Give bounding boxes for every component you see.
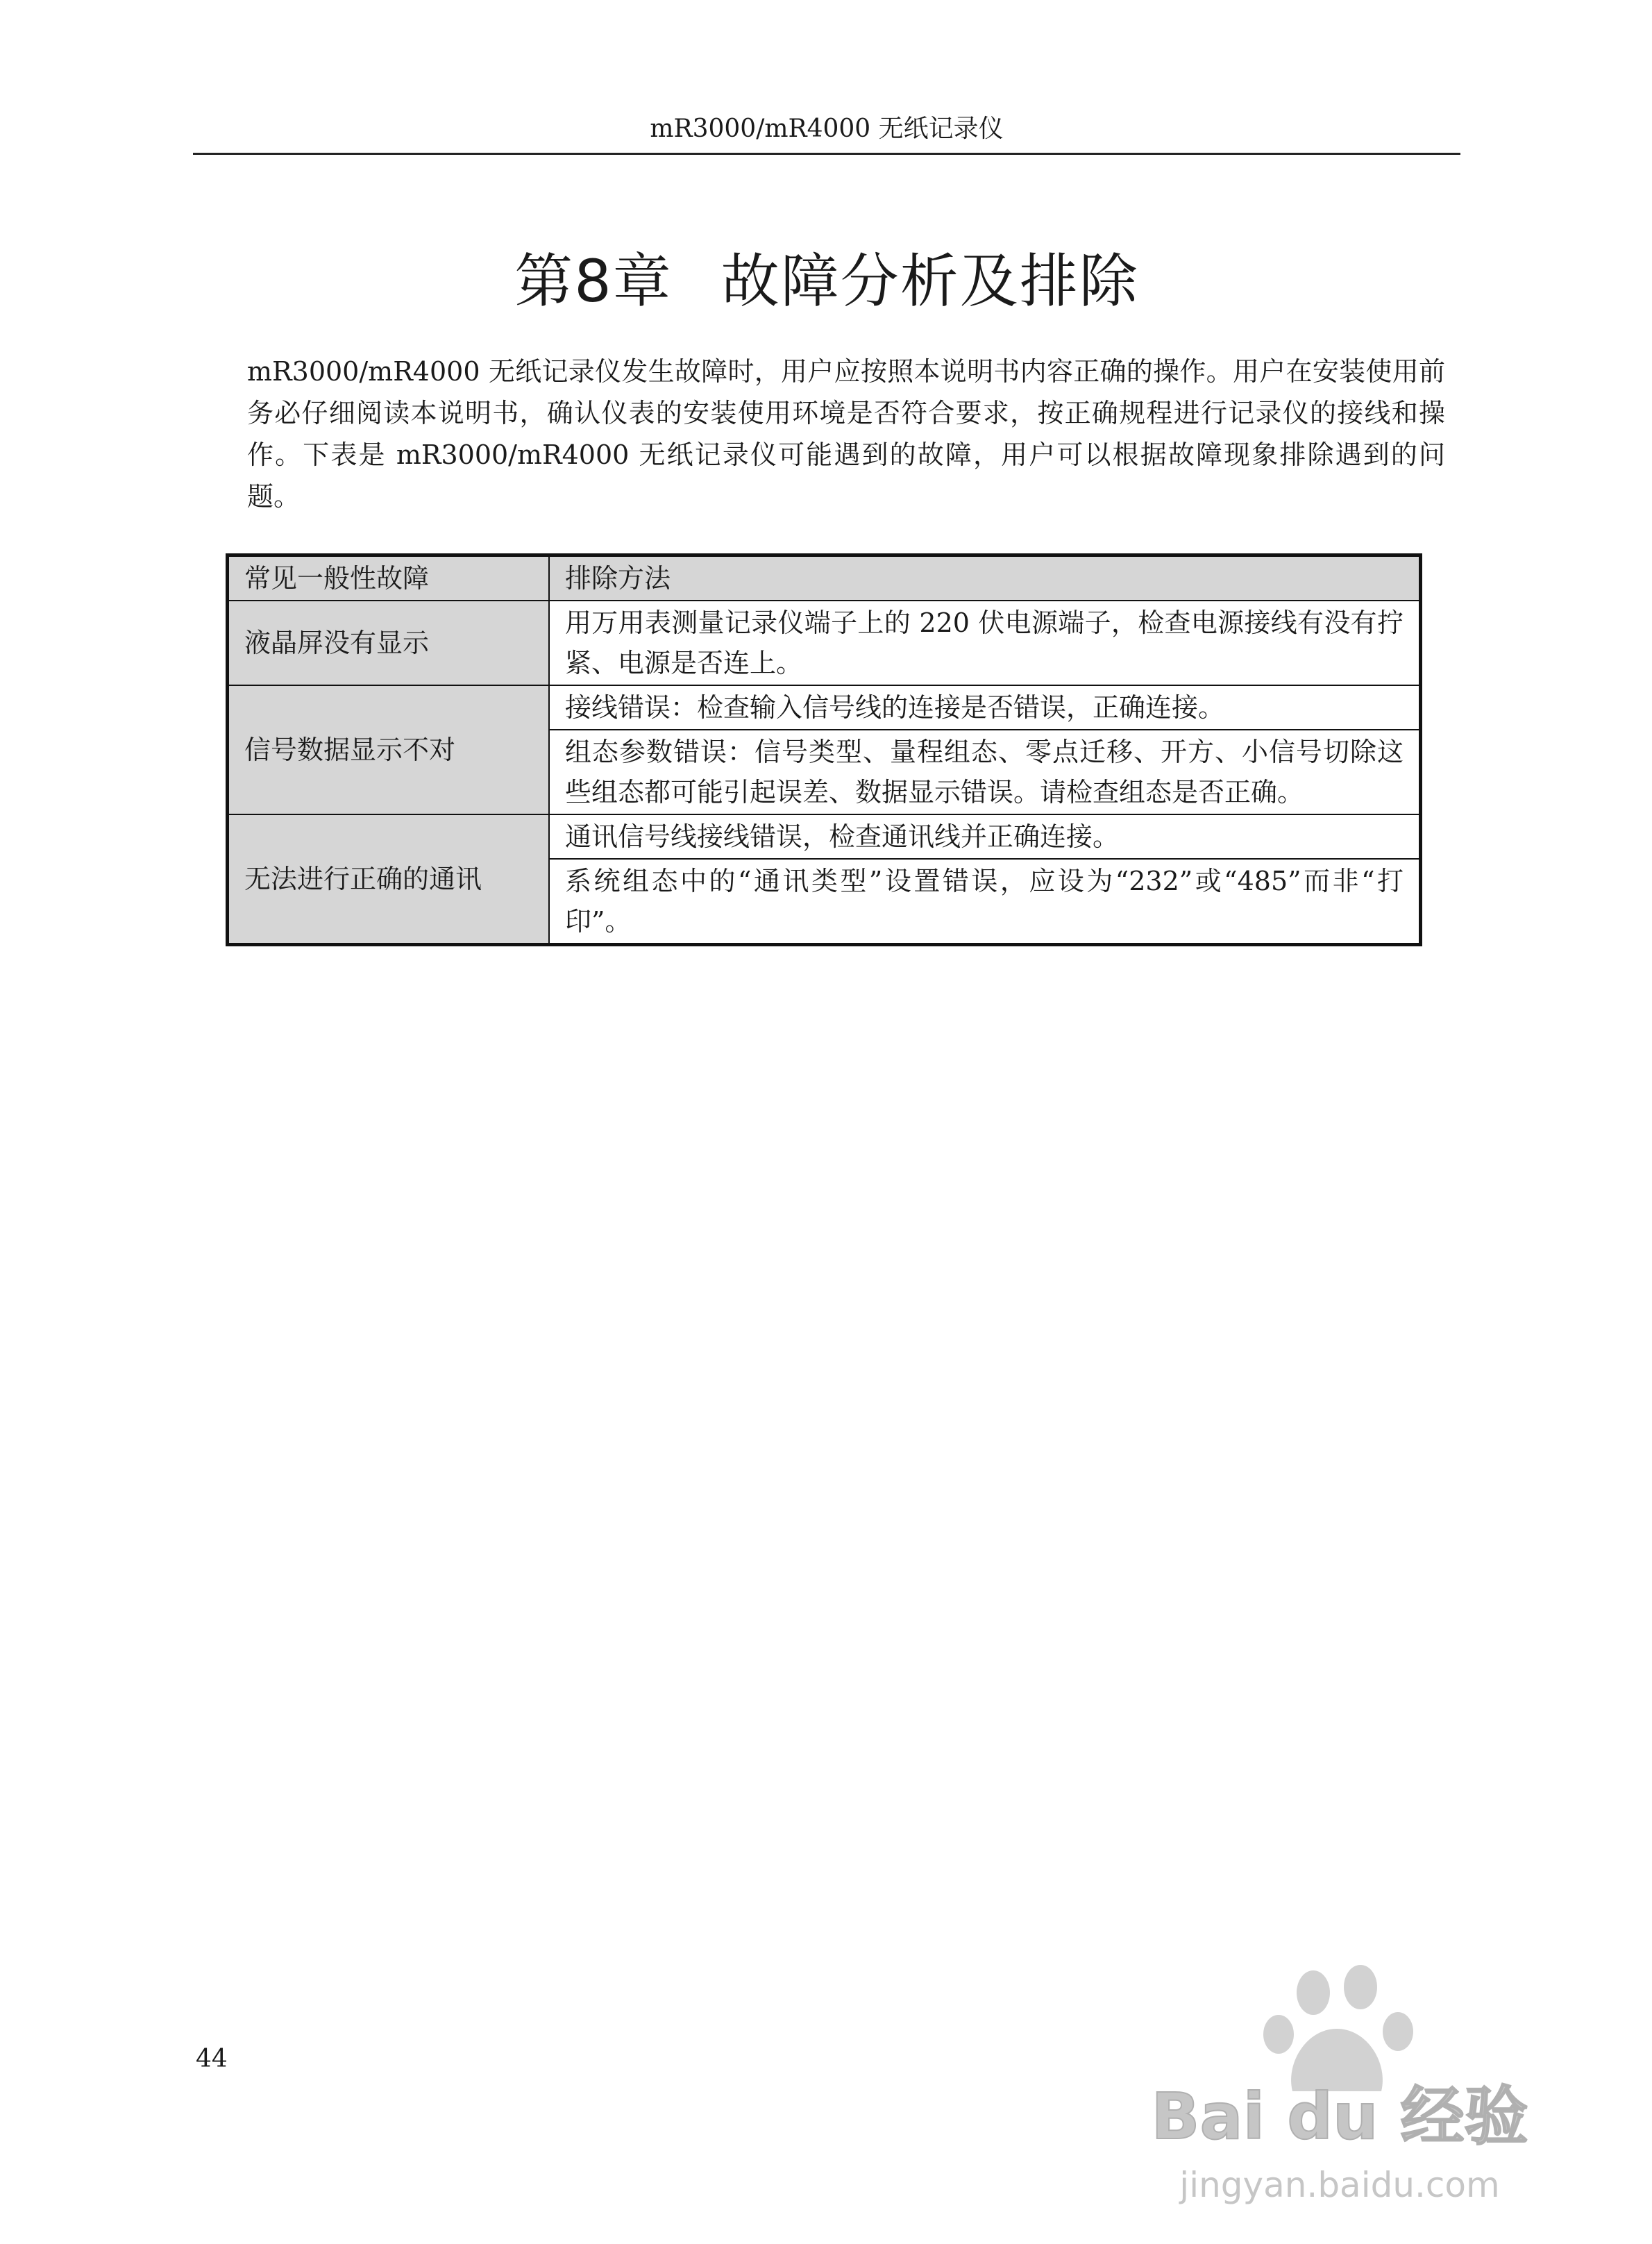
header-fault: 常见一般性故障 bbox=[228, 555, 550, 601]
baidu-jingyan-watermark bbox=[1131, 1959, 1548, 2223]
table-header-row bbox=[228, 555, 1421, 601]
table-row bbox=[228, 601, 1421, 685]
watermark-url: jingyan.baidu.com bbox=[1179, 2165, 1500, 2205]
solution-cell: 通讯信号线接线错误，检查通讯线并正确连接。 bbox=[549, 814, 1421, 859]
solution-cell: 用万用表测量记录仪端子上的 220 伏电源端子，检查电源接线有没有拧紧、电源是否连上。 bbox=[549, 601, 1421, 685]
solution-cell: 系统组态中的“通讯类型”设置错误，应设为“232”或“485”而非“打印”。 bbox=[549, 859, 1421, 945]
paw-logo-icon bbox=[1263, 1965, 1413, 2091]
running-header: mR3000/mR4000 无纸记录仪 bbox=[650, 115, 1004, 143]
fault-cell: 液晶屏没有显示 bbox=[228, 601, 550, 685]
header-solution: 排除方法 bbox=[549, 555, 1421, 601]
table-row bbox=[228, 685, 1421, 730]
header-rule bbox=[193, 153, 1460, 155]
table-row bbox=[228, 814, 1421, 859]
chapter-title bbox=[193, 243, 1460, 319]
chapter-number: 第8章 bbox=[514, 247, 673, 315]
solution-cell: 接线错误：检查输入信号线的连接是否错误，正确连接。 bbox=[549, 685, 1421, 730]
page-number: 44 bbox=[196, 2045, 228, 2073]
intro-paragraph: mR3000/mR4000 无纸记录仪发生故障时，用户应按照本说明书内容正确的操作。用户在安装使用前务必仔细阅读本说明书，确认仪表的安装使用环境是否符合要求，按正确规程进行记录仪的接线和操作。下表是 mR3000/mR4000 无纸记录仪可能遇到的故障，用户可以根据故障现象排除遇到的问题。 bbox=[247, 356, 1445, 512]
fault-table bbox=[226, 553, 1422, 946]
solution-cell: 组态参数错误：信号类型、量程组态、零点迁移、开方、小信号切除这些组态都可能引起误差、数据显示错误。请检查组态是否正确。 bbox=[549, 730, 1421, 814]
fault-cell: 信号数据显示不对 bbox=[228, 685, 550, 814]
chapter-name: 故障分析及排除 bbox=[720, 247, 1139, 315]
fault-cell: 无法进行正确的通讯 bbox=[228, 814, 550, 945]
watermark-logo-text: Bai du 经验 bbox=[1151, 2079, 1528, 2154]
